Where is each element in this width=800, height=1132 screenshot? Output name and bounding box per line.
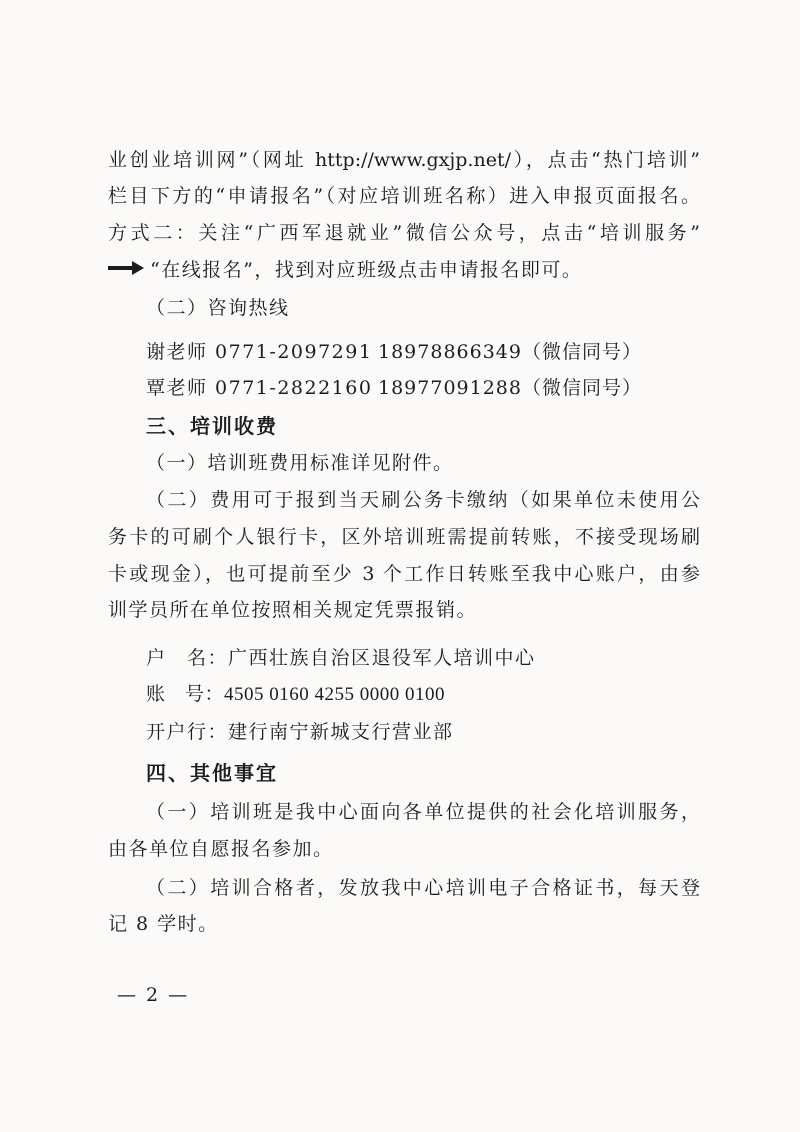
fee-item-2-line-1: （二）费用可于报到当天刷公务卡缴纳（如果单位未使用公 [146,489,700,511]
other-item-1-line-1: （一）培训班是我中心面向各单位提供的社会化培训服务， [146,801,700,823]
fee-item-2-line-2: 务卡的可刷个人银行卡，区外培训班需提前转账，不接受现场刷 [108,526,700,548]
contact-2-mobile: 18977091288（微信同号） [378,377,642,399]
right-arrow-icon [108,257,144,281]
fee-item-2-line-4: 训学员所在单位按照相关规定凭票报销。 [108,599,478,621]
fee-item-1: （一）培训班费用标准详见附件。 [146,452,454,474]
account-number: 账 号：4505 0160 4255 0000 0100 [146,684,446,705]
contact-1-name: 谢老师 0771-2097291 [146,341,373,363]
page-number: — 2 — [117,984,190,1006]
body-line-3: 方式二：关注“广西军退就业”微信公众号，点击“培训服务” [108,222,700,244]
body-line-4-row [108,258,582,283]
section-3-heading: 三、培训收费 [146,414,278,438]
contact-1-mobile: 18978866349（微信同号） [378,341,642,363]
consult-title: （二）咨询热线 [146,297,290,319]
other-item-1-line-2: 由各单位自愿报名参加。 [108,838,334,860]
other-item-2-line-2: 记 8 学时。 [108,913,219,935]
account-bank: 开户行：建行南宁新城支行营业部 [146,721,454,743]
fee-item-2-line-3: 卡或现金），也可提前至少 3 个工作日转账至我中心账户，由参 [108,563,700,585]
section-4-heading: 四、其他事宜 [146,761,278,785]
contact-2-name: 覃老师 0771-2822160 [146,377,373,399]
body-line-2: 栏目下方的“申请报名”（对应培训班名称）进入申报页面报名。 [108,185,700,207]
body-line-4: “在线报名”，找到对应班级点击申请报名即可。 [150,259,583,281]
account-name: 户 名：广西壮族自治区退役军人培训中心 [146,647,536,669]
body-line-1: 业创业培训网”（网址 http://www.gxjp.net/），点击“热门培训” [108,149,700,171]
other-item-2-line-1: （二）培训合格者，发放我中心培训电子合格证书，每天登 [146,877,700,899]
